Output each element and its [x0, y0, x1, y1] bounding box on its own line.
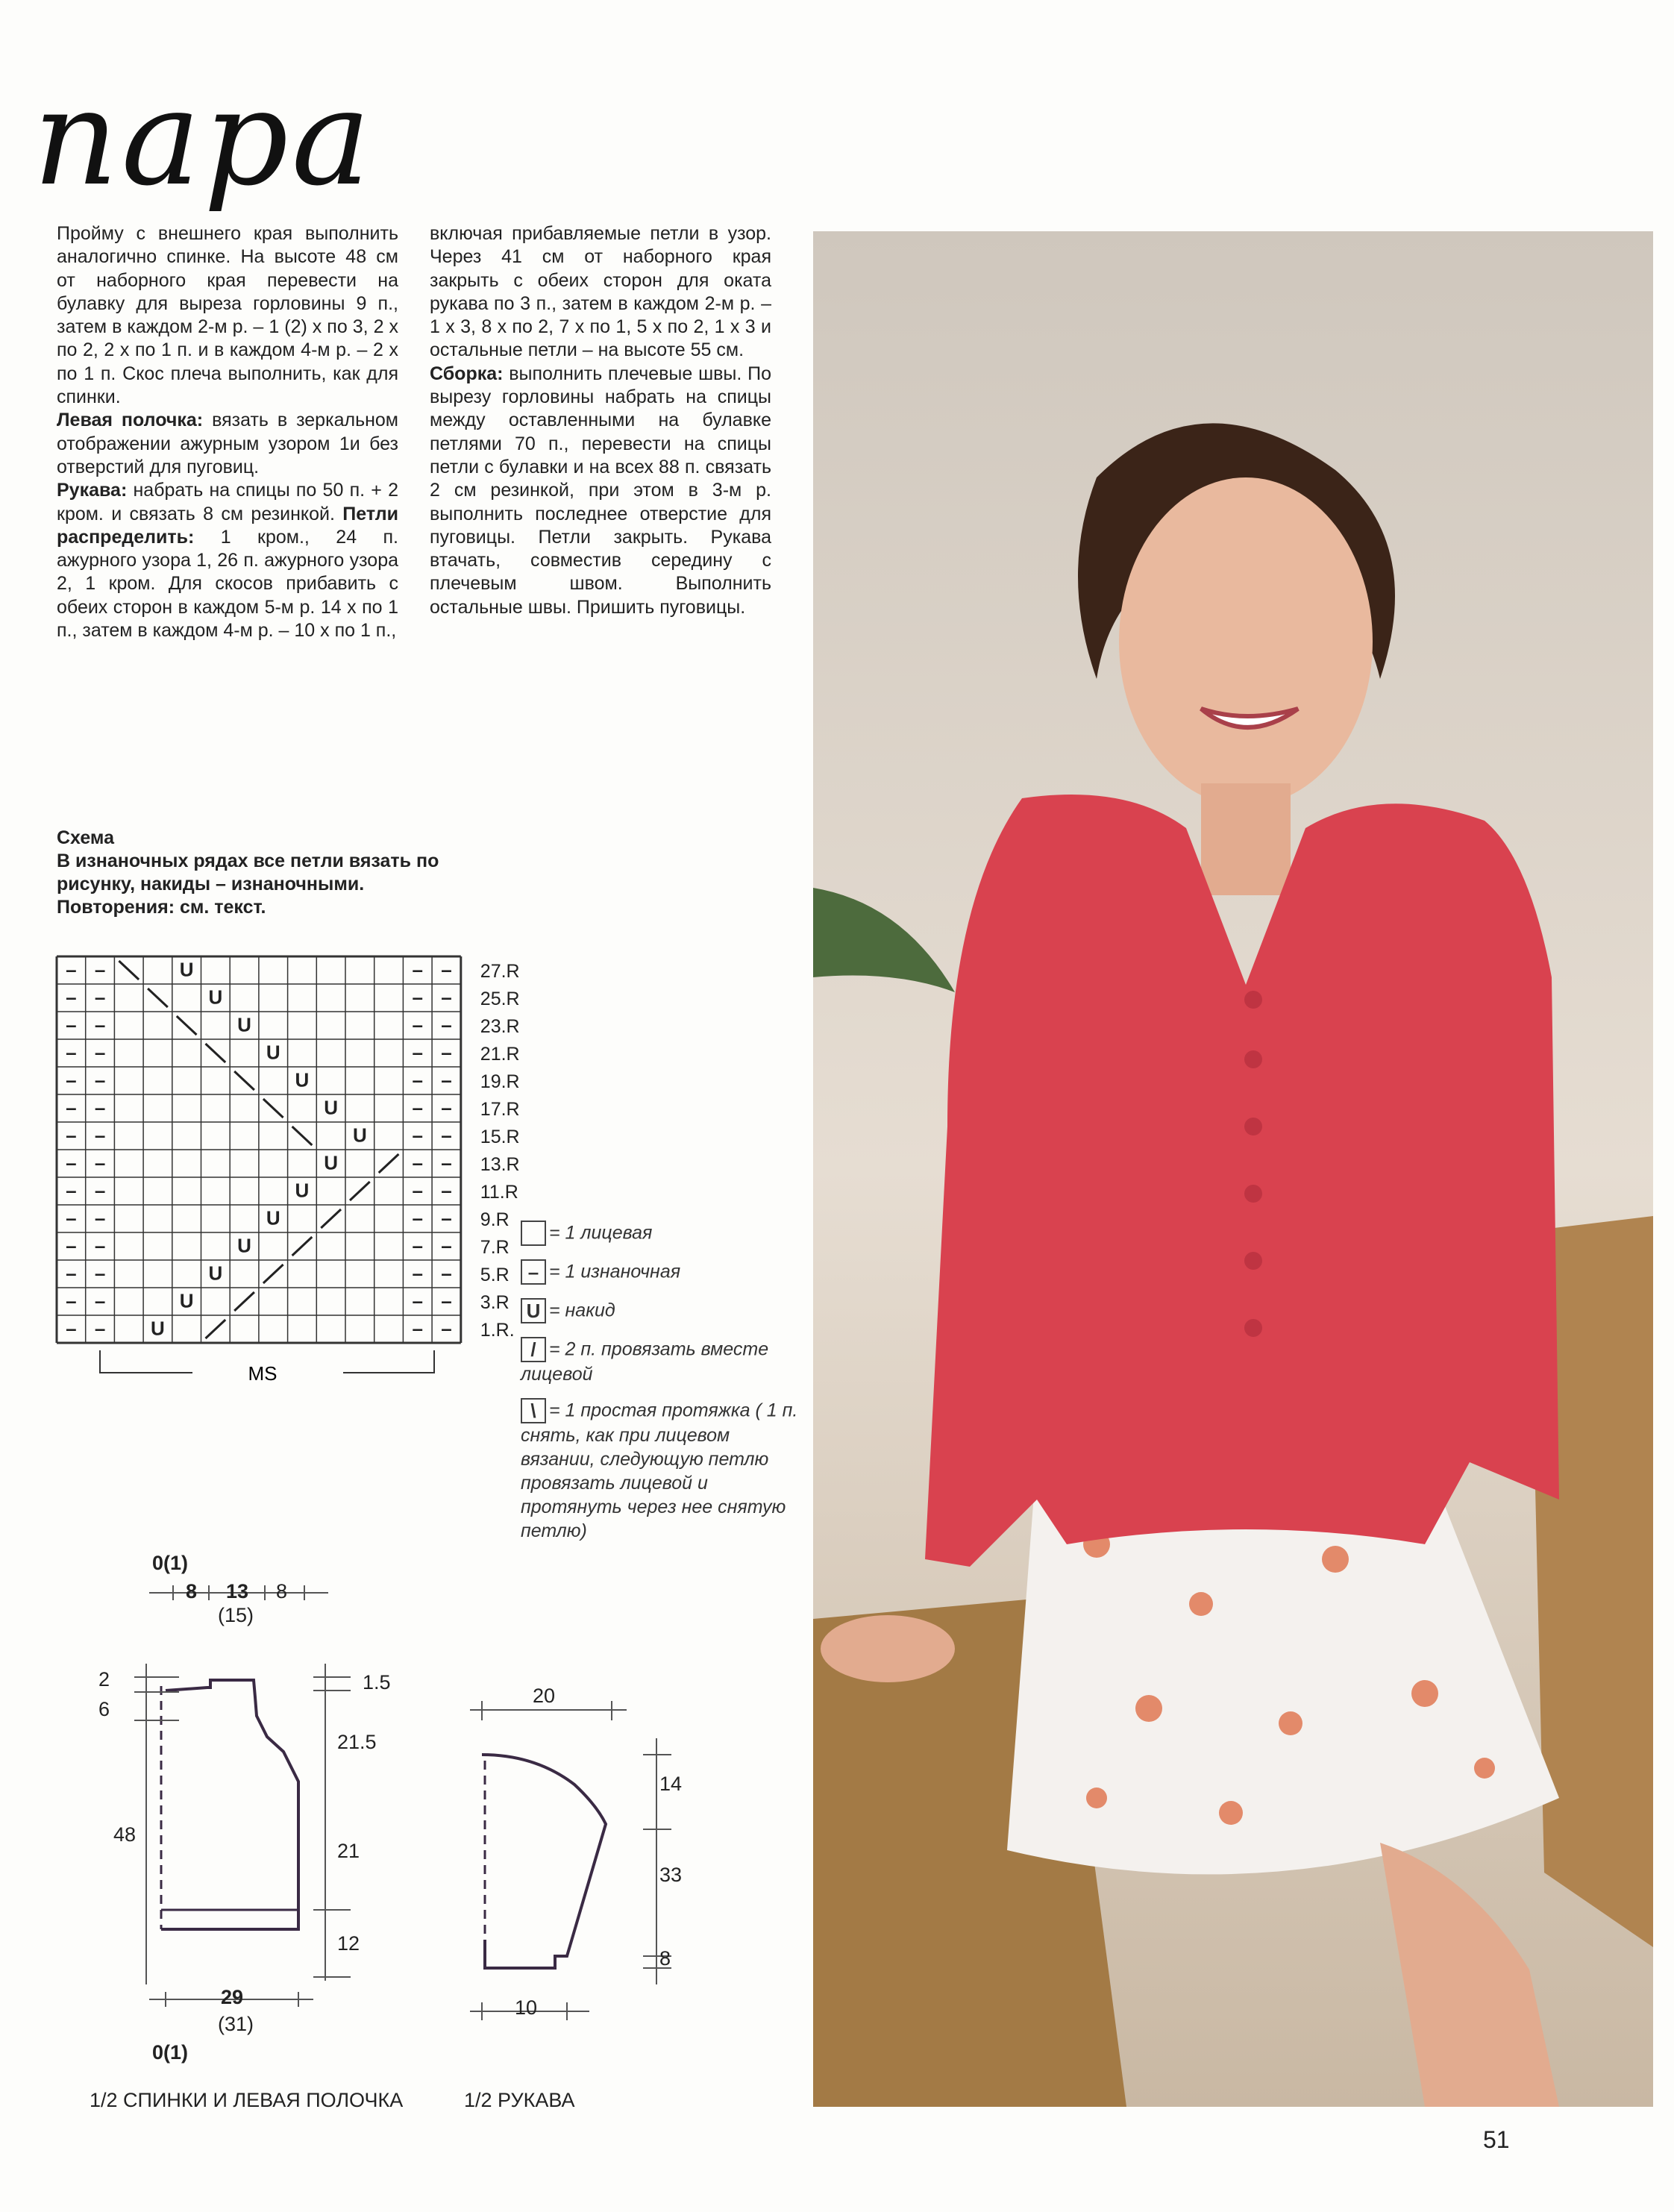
- legend-yo-text: = накид: [549, 1300, 615, 1321]
- purl-cell: –: [412, 1234, 423, 1257]
- back-top-dim-3: 8: [276, 1580, 288, 1602]
- purl-cell: –: [66, 958, 77, 981]
- k2tog-cell: [234, 1292, 254, 1311]
- purl-cell: –: [94, 958, 106, 981]
- legend-yo: [521, 1298, 804, 1323]
- ssk-cell: [292, 1127, 313, 1145]
- purl-cell: –: [66, 986, 77, 1009]
- page-number: 51: [1483, 2126, 1510, 2153]
- purl-cell: –: [441, 1041, 452, 1064]
- model-photo: [813, 231, 1653, 2107]
- purl-symbol-icon: –: [521, 1259, 546, 1285]
- row-label: 19.R: [480, 1071, 520, 1092]
- ssk-cell: [148, 988, 168, 1007]
- ssk-cell: [119, 961, 139, 980]
- sleeve-cont-paragraph: включая прибавляемые петли в узор. Через 41 см от наборного края закрыть с обеих сторон для оката рукава по 3 п., затем в каждом 2-м р. – 1 х 3, 8 х по 2, 7 х по 1, 5 х по 2, 1 х 3 и остальные петли – на высоте 55 см.: [430, 223, 771, 361]
- page-title: пара: [33, 60, 374, 215]
- scheme-repeats: Повторения: см. текст.: [57, 897, 266, 918]
- legend-purl-text: = 1 изнаночная: [549, 1261, 681, 1282]
- purl-cell: –: [94, 1179, 106, 1202]
- back-right-15: 1.5: [363, 1671, 391, 1694]
- yarn-over-cell: U: [266, 1206, 280, 1229]
- back-bottom-sub: (31): [218, 2013, 254, 2035]
- yarn-over-cell: U: [179, 958, 194, 981]
- purl-cell: –: [441, 1124, 452, 1147]
- armhole-paragraph: Пройму с внешнего края выполнить аналогично спинке. На высоте 48 см от наборного края перевести на булавку для выреза горловины 9 п., затем в каждом 2-м р. – 1 (2) х по 3, 2 х по 2, 2 х по 1 п. и в каждом 4-м р. – 2 х по 1 п. Скос плеча выполнить, как для спинки.: [57, 223, 398, 408]
- purl-cell: –: [66, 1317, 77, 1340]
- ssk-cell: [263, 1099, 283, 1118]
- legend-k2tog: [521, 1337, 804, 1386]
- chart-row-labels: [480, 961, 520, 1341]
- purl-cell: –: [66, 1289, 77, 1312]
- yarn-over-cell: U: [352, 1124, 367, 1147]
- purl-cell: –: [441, 1096, 452, 1119]
- back-right-215: 21.5: [337, 1731, 377, 1753]
- sleeve-right-14: 14: [659, 1773, 683, 1795]
- back-caption: 1/2 СПИНКИ И ЛЕВАЯ ПОЛОЧКА: [90, 2089, 404, 2111]
- k2tog-cell: [321, 1209, 341, 1228]
- purl-cell: –: [66, 1041, 77, 1064]
- repeat-label: MS: [248, 1362, 278, 1385]
- yarn-over-cell: U: [237, 1013, 251, 1036]
- k2tog-cell: [292, 1237, 313, 1256]
- legend-purl: [521, 1259, 804, 1285]
- distribute-label: Петли распределить:: [57, 503, 398, 548]
- assembly-label: Сборка:: [430, 363, 504, 384]
- purl-cell: –: [94, 1234, 106, 1257]
- row-label: 17.R: [480, 1098, 520, 1120]
- sleeves-label: Рукава:: [57, 480, 128, 501]
- yarn-over-cell: U: [295, 1179, 310, 1202]
- yarn-over-cell: U: [324, 1096, 339, 1119]
- left-front-text: вязать в зеркальном отображении ажурным узором 1и без отверстий для пуговиц.: [57, 410, 398, 477]
- back-right-21: 21: [337, 1840, 360, 1862]
- purl-cell: –: [66, 1151, 77, 1174]
- yarn-over-cell: U: [266, 1041, 280, 1064]
- yarn-over-cell: U: [179, 1289, 194, 1312]
- assembly-text: выполнить плечевые швы. По вырезу горловины набрать на спицы между оставленными на булавке петлями 70 п., перевести на спицы петли с булавки и на всех 88 п. связать 2 см резинкой, при этом в 3-м р. выполнить последнее отверстие для пуговицы. Петли закрыть. Рукава втачать, совместив середину с плечевым швом. Выполнить остальные швы. Пришить пуговицы.: [430, 363, 771, 618]
- chart-grid: [57, 956, 461, 1343]
- k2tog-cell: [263, 1265, 283, 1283]
- hand: [821, 1615, 955, 1682]
- sleeves-text: набрать на спицы по 50 п. + 2 кром. и связать 8 см резинкой.: [57, 480, 398, 524]
- purl-cell: –: [412, 1151, 423, 1174]
- purl-cell: –: [412, 1124, 423, 1147]
- row-label: 9.R: [480, 1209, 510, 1230]
- purl-cell: –: [66, 1234, 77, 1257]
- distribute-text: 1 кром., 24 п. ажурного узора 1, 26 п. ажурного узора 2, 1 кром. Для скосов прибавить с обеих сторон в каждом 5-м р. 14 х по 1 п., затем в каждом 4-м р. – 10 х по 1 п.,: [57, 526, 398, 642]
- row-label: 25.R: [480, 988, 520, 1009]
- purl-cell: –: [441, 1068, 452, 1091]
- yarn-over-cell: U: [208, 1262, 223, 1285]
- purl-cell: –: [94, 1041, 106, 1064]
- purl-cell: –: [412, 1317, 423, 1340]
- back-left-2: 2: [98, 1668, 110, 1691]
- back-top-dim-2: 13: [226, 1580, 249, 1602]
- sleeve-top: 20: [533, 1685, 556, 1707]
- purl-cell: –: [441, 1206, 452, 1229]
- scheme-title: Схема: [57, 827, 114, 848]
- back-left-6: 6: [98, 1698, 110, 1720]
- purl-cell: –: [412, 1096, 423, 1119]
- purl-cell: –: [66, 1068, 77, 1091]
- yarn-over-cell: U: [208, 986, 223, 1009]
- row-label: 27.R: [480, 960, 520, 982]
- yarn-over-cell: U: [151, 1317, 165, 1340]
- knit-symbol-icon: [521, 1221, 546, 1246]
- purl-cell: –: [66, 1262, 77, 1285]
- purl-cell: –: [412, 1289, 423, 1312]
- purl-cell: –: [412, 1041, 423, 1064]
- back-dimension-lines: [134, 1585, 351, 2007]
- yarn-over-cell: U: [295, 1068, 310, 1091]
- purl-cell: –: [441, 986, 452, 1009]
- sleeve-pattern: [482, 1755, 606, 1968]
- purl-cell: –: [66, 1206, 77, 1229]
- row-label: 5.R: [480, 1264, 510, 1285]
- sleeve-caption: 1/2 РУКАВА: [464, 2089, 575, 2111]
- purl-cell: –: [94, 1317, 106, 1340]
- purl-cell: –: [66, 1124, 77, 1147]
- purl-cell: –: [94, 986, 106, 1009]
- back-right-12: 12: [337, 1932, 360, 1955]
- row-label: 1.R.: [480, 1319, 515, 1341]
- purl-cell: –: [441, 958, 452, 981]
- purl-cell: –: [66, 1013, 77, 1036]
- purl-cell: –: [441, 1013, 452, 1036]
- back-bottom: 29: [221, 1986, 244, 2008]
- purl-cell: –: [94, 1096, 106, 1119]
- purl-cell: –: [94, 1124, 106, 1147]
- legend-k2tog-text: = 2 п. провязать вместе лицевой: [521, 1338, 769, 1385]
- back-top-zero: 0(1): [152, 1552, 189, 1574]
- neck: [1201, 783, 1291, 895]
- purl-cell: –: [94, 1289, 106, 1312]
- sleeve-right-8: 8: [659, 1947, 671, 1970]
- back-left-48: 48: [113, 1823, 137, 1846]
- purl-cell: –: [441, 1151, 452, 1174]
- back-pattern: [161, 934, 301, 1929]
- purl-cell: –: [412, 958, 423, 981]
- purl-cell: –: [441, 1234, 452, 1257]
- ssk-symbol-icon: \: [521, 1398, 546, 1423]
- k2tog-cell: [206, 1320, 226, 1338]
- yarn-over-cell: U: [324, 1151, 339, 1174]
- sleeve-dimension-lines: [470, 1701, 671, 2020]
- sleeve-right-33: 33: [659, 1864, 683, 1886]
- face: [1119, 477, 1373, 806]
- purl-cell: –: [412, 1206, 423, 1229]
- k2tog-symbol-icon: /: [521, 1337, 546, 1362]
- legend-knit-text: = 1 лицевая: [549, 1222, 653, 1244]
- purl-cell: –: [412, 1179, 423, 1202]
- row-label: 21.R: [480, 1043, 520, 1065]
- purl-cell: –: [441, 1262, 452, 1285]
- purl-cell: –: [66, 1096, 77, 1119]
- back-bottom-zero: 0(1): [152, 2041, 189, 2064]
- purl-cell: –: [66, 1179, 77, 1202]
- purl-cell: –: [412, 1068, 423, 1091]
- k2tog-cell: [350, 1182, 370, 1200]
- purl-cell: –: [441, 1179, 452, 1202]
- row-label: 15.R: [480, 1126, 520, 1147]
- purl-cell: –: [94, 1013, 106, 1036]
- ssk-cell: [206, 1044, 226, 1062]
- purl-cell: –: [94, 1262, 106, 1285]
- legend-skpo: [521, 1398, 804, 1542]
- purl-cell: –: [412, 1013, 423, 1036]
- yarn-over-symbol-icon: U: [521, 1298, 546, 1323]
- back-top-dim-1: 8: [186, 1580, 198, 1602]
- legend-skpo-text: = 1 простая протяжка ( 1 п. снять, как при лицевом вязании, следующую петлю провязать лицевой и протянуть через нее снятую петлю): [521, 1400, 798, 1541]
- purl-cell: –: [412, 1262, 423, 1285]
- purl-cell: –: [94, 1068, 106, 1091]
- yarn-over-cell: U: [237, 1234, 251, 1257]
- ssk-cell: [177, 1016, 197, 1035]
- purl-cell: –: [94, 1206, 106, 1229]
- purl-cell: –: [94, 1151, 106, 1174]
- legend-knit: [521, 1221, 804, 1246]
- purl-cell: –: [412, 986, 423, 1009]
- row-label: 13.R: [480, 1153, 520, 1175]
- row-label: 23.R: [480, 1015, 520, 1037]
- row-label: 3.R: [480, 1291, 510, 1313]
- photo-illustration: [813, 231, 1653, 2107]
- scheme-note: В изнаночных рядах все петли вязать по рисунку, накиды – изнаночными.: [57, 850, 439, 894]
- back-top-sub: (15): [218, 1604, 254, 1626]
- k2tog-cell: [379, 1154, 399, 1173]
- purl-cell: –: [441, 1317, 452, 1340]
- left-front-label: Левая полочка:: [57, 410, 204, 431]
- row-label: 7.R: [480, 1236, 510, 1258]
- sleeve-bottom: 10: [515, 1996, 538, 2019]
- ssk-cell: [234, 1071, 254, 1090]
- row-label: 11.R: [480, 1181, 518, 1203]
- purl-cell: –: [441, 1289, 452, 1312]
